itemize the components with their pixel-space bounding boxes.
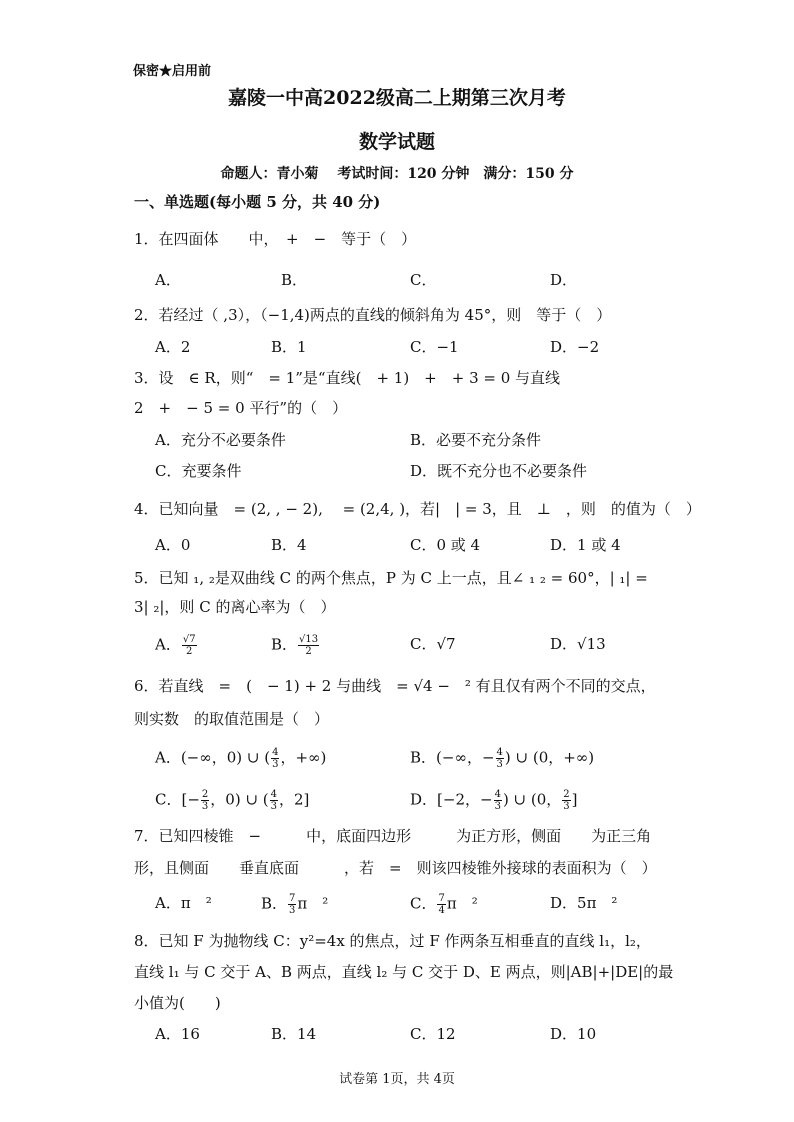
q5-option-c: C．√7 [410,635,456,653]
exam-meta: 命题人：青小菊 考试时间：120 分钟 满分：150 分 [220,166,574,182]
section-heading: 一、单选题(每小题 5 分，共 40 分) [134,193,381,211]
q7-option-a: A．π ² [155,894,212,912]
q3-option-b: B．必要不充分条件 [410,431,542,449]
q2-option-a: A．2 [155,338,191,356]
q3-option-c: C．充要条件 [155,462,242,480]
q7-option-b: B． $\frac{7}{3}$ π ² [261,893,329,916]
q6-c-fraction-1: $\frac{2}{3}$ [201,789,209,812]
q6-option-a: A．(−∞，0) ∪ ( $\frac{4}{3}$ ，+∞) [155,747,327,770]
q2-option-d: D．−2 [550,338,600,356]
q8-option-b: B．14 [271,1025,317,1043]
q1-option-c: C． [410,271,437,289]
q4-option-d: D．1 或 4 [550,536,621,554]
question-1-stem: 1．在四面体 中， + − 等于（ ） [134,230,417,248]
q8-option-c: C．12 [410,1025,456,1043]
q1-option-d: D． [550,271,578,289]
q6-b-fraction: $\frac{4}{3}$ [496,747,503,770]
question-5-line-2: 3| ₂|，则 C 的离心率为（ ） [134,598,336,616]
q7-option-d: D．5π ² [550,894,618,912]
q5-option-d: D．√13 [550,635,606,653]
question-6-line-2: 则实数 的取值范围是（ ） [134,710,330,728]
q7-option-c: C． $\frac{7}{4}$ π ² [410,893,478,916]
q5-option-a: A． $\frac{√7}{2}$ [155,634,196,657]
q7-c-fraction: $\frac{7}{4}$ [438,893,445,916]
question-7-line-1: 7．已知四棱锥 − 中，底面四边形 为正方形，侧面 为正三角 [134,827,652,845]
question-6-line-1: 6．若直线 = ( − 1) + 2 与曲线 = √4 − ² 有且仅有两个不同的交点， [134,677,656,695]
q8-option-d: D．10 [550,1025,597,1043]
q6-c-fraction-2: $\frac{4}{3}$ [270,789,278,812]
exam-title: 嘉陵一中高2022级高二上期第三次月考 [228,87,566,109]
q6-d-fraction-2: $\frac{2}{3}$ [563,789,570,812]
q6-d-fraction-1: $\frac{4}{3}$ [494,789,501,812]
q3-option-a: A．充分不必要条件 [155,431,286,449]
q5-a-fraction: $\frac{√7}{2}$ [182,634,196,657]
q4-option-a: A．0 [155,536,191,554]
page-footer: 试卷第 1页，共 4页 [339,1072,455,1087]
q5-b-fraction: $\frac{√13}{2}$ [299,634,319,657]
q4-option-c: C．0 或 4 [410,536,481,554]
q5-option-b: B． $\frac{√13}{2}$ [271,634,319,657]
q6-option-c: C．[− $\frac{2}{3}$ ，0) ∪ ( $\frac{4}{3}$ ，2] [155,789,310,812]
q8-option-a: A．16 [155,1025,200,1043]
q1-option-b: B． [281,271,308,289]
question-3-line-1: 3．设 ∈ R，则“ = 1”是“直线( + 1) + + 3 = 0 与直线 [134,369,561,387]
q7-b-fraction: $\frac{7}{3}$ [289,893,296,916]
question-4-stem: 4．已知向量 = (2, , − 2), = (2,4, )，若| | = 3，且 ⊥ ，则 的值为（ ） [134,500,701,518]
question-7-line-2: 形，且侧面 垂直底面 ，若 = 则该四棱锥外接球的表面积为（ ） [134,859,657,877]
question-8-line-1: 8．已知 F 为抛物线 C：y²=4x 的焦点，过 F 作两条互相垂直的直线 l₁，l₂， [134,932,651,950]
question-8-line-2: 直线 l₁ 与 C 交于 A、B 两点，直线 l₂ 与 C 交于 D、E 两点，则|AB|+|DE|的最 [134,963,674,981]
q2-option-c: C．−1 [410,338,459,356]
q3-option-d: D．既不充分也不必要条件 [410,462,588,480]
q6-a-fraction: $\frac{4}{3}$ [272,747,279,770]
question-3-line-2: 2 + − 5 = 0 平行”的（ ） [134,399,348,417]
question-2-stem: 2．若经过（ ,3），（−1,4)两点的直线的倾斜角为 45°，则 等于（ ） [134,306,612,324]
q1-option-a: A． [155,271,181,289]
question-8-line-3: 小值为( ) [134,994,221,1012]
confidential-mark: 保密★启用前 [133,64,212,79]
q4-option-b: B．4 [271,536,307,554]
q6-option-d: D．[−2，− $\frac{4}{3}$ ) ∪ (0， $\frac{2}{3}$ ] [410,789,578,812]
subject-title: 数学试题 [358,131,435,153]
q6-option-b: B．(−∞，− $\frac{4}{3}$ ) ∪ (0，+∞) [410,747,595,770]
question-5-line-1: 5．已知 ₁, ₂是双曲线 C 的两个焦点，P 为 C 上一点，且∠ ₁ ₂ = 60°，| ₁| = [134,569,648,587]
q2-option-b: B．1 [271,338,307,356]
